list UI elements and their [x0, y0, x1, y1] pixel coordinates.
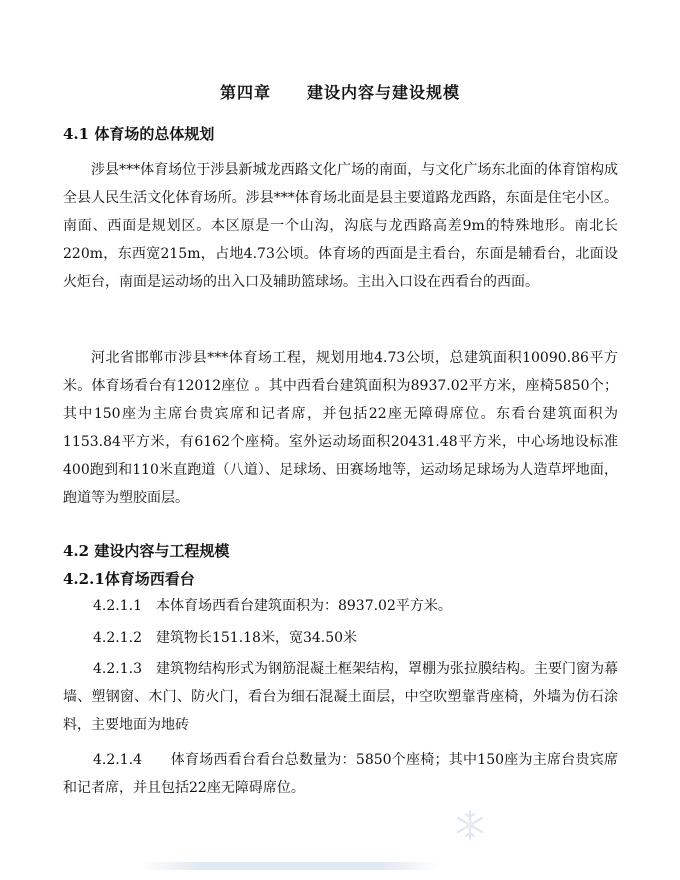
chapter-title — [0, 80, 680, 103]
item-4-2-1-3: 4.2.1.3 建筑物结构形式为钢筋混凝土框架结构，罩棚为张拉膜结构。主要门窗为幕墙、塑钢窗、木门、防火门，看台为细石混凝土面层，中空吹塑靠背座椅，外墙为仿石涂料，主要地面为地砖 — [63, 661, 618, 733]
chapter-number: 第四章 — [219, 83, 271, 102]
item-4-2-1-4: 4.2.1.4 体育场西看台看台总数量为：5850个座椅；其中150座为主席台贵宾席和记者席，并且包括22座无障碍席位。 — [63, 752, 618, 796]
section-heading-4-2: 4.2 建设内容与工程规模 — [63, 542, 230, 560]
snowflake-watermark-icon — [453, 808, 487, 842]
item-4-2-1-1: 4.2.1.1 本体育场西看台建筑面积为：8937.02平方米。 — [93, 598, 452, 614]
paragraph-project-scope: 河北省邯郸市涉县***体育场工程，规划用地4.73公顷，总建筑面积10090.86平方米。体育场看台有12012座位 。其中西看台建筑面积为8937.02平方米，座椅5850个；其中150座为主席台贵宾席和记者席，并包括22座无障碍席位。东看台建筑面积为1153.84平方米，有6162个座椅。室外运动场面积20431.48平方米，中心场地设标准400跑到和110米直跑道（八道）、足球场、田赛场地等，运动场足球场为人造草坪地面，跑道等为塑胶面层。 — [63, 350, 618, 506]
item-4-2-1-2: 4.2.1.2 建筑物长151.18米，宽34.50米 — [93, 630, 358, 646]
section-heading-4-1: 4.1 体育场的总体规划 — [63, 125, 215, 143]
paragraph-overview: 涉县***体育场位于涉县新城龙西路文化广场的南面，与文化广场东北面的体育馆构成全县人民生活文化体育场所。涉县***体育场北面是县主要道路龙西路，东面是住宅小区。南面、西面是规划区。本区原是一个山沟，沟底与龙西路高差9m的特殊地形。南北长220m，东西宽215m，占地4.73公顷。体育场的西面是主看台，东面是辅看台，北面设火炬台，南面是运动场的出入口及辅助篮球场。主出入口设在西看台的西面。 — [63, 162, 618, 290]
subsection-heading-4-2-1: 4.2.1体育场西看台 — [63, 570, 195, 588]
chapter-name: 建设内容与建设规模 — [307, 83, 461, 102]
footer-watermark-strip — [140, 862, 440, 870]
